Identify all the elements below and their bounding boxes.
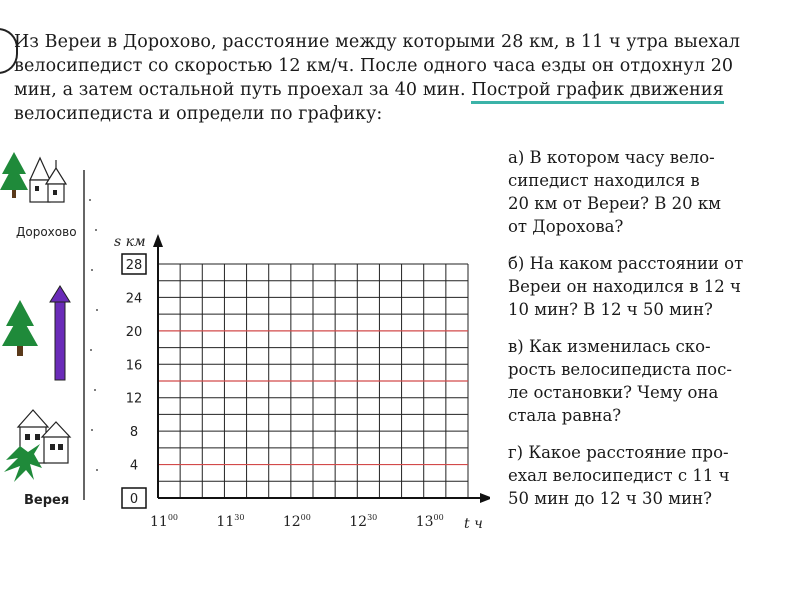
route-illustration <box>0 140 100 520</box>
question-a-line-4: от Дорохова? <box>508 217 624 236</box>
y-tick-label: 28 <box>125 258 143 273</box>
town-label-vereya: Верея <box>24 493 70 508</box>
x-tick-labels <box>150 513 444 530</box>
question-c-line-3: ле остановки? Чему она <box>508 383 719 402</box>
graph-grid <box>158 264 468 498</box>
problem-line-3-text: мин, а затем остальной путь проехал за 40 мин. <box>14 80 466 100</box>
question-b <box>508 252 778 321</box>
dorokhovo-town-icon <box>30 158 66 202</box>
x-tick-label: $11^{00}$ <box>149 513 179 530</box>
question-a <box>508 146 778 238</box>
y-tick-label: 24 <box>125 291 143 307</box>
y-tick-label: 8 <box>129 425 139 441</box>
question-a-line-2: сипедист находился в <box>508 171 700 190</box>
question-d-line-2: ехал велосипедист с 11 ч <box>508 466 730 485</box>
x-tick-label: $12^{30}$ <box>349 513 378 530</box>
y-tick-labels <box>122 254 146 508</box>
graph-axes <box>153 234 490 503</box>
tree-icon-middle <box>2 300 38 356</box>
y-axis-arrowhead <box>153 234 163 247</box>
questions-list <box>508 146 778 524</box>
x-tick-label: $12^{00}$ <box>282 513 311 530</box>
y-tick-label: 12 <box>125 391 143 407</box>
problem-line-1: Из Вереи в Дорохово, расстояние между которыми 28 км, в 11 ч утра выехал <box>14 32 741 52</box>
x-axis-label: t ч <box>464 516 483 532</box>
question-b-line-3: 10 мин? В 12 ч 50 мин? <box>508 300 713 319</box>
town-label-dorokhovo: Дорохово <box>16 225 77 239</box>
bush-icon <box>4 444 42 482</box>
question-a-line-1: а) В котором часу вело- <box>508 148 715 167</box>
question-c <box>508 335 778 427</box>
question-b-line-1: б) На каком расстоянии от <box>508 254 744 273</box>
task-highlight: Построй график движения <box>471 80 723 104</box>
problem-statement <box>14 30 774 126</box>
problem-line-4: велосипедиста и определи по графику: <box>14 104 383 124</box>
question-d-line-3: 50 мин до 12 ч 30 мин? <box>508 489 712 508</box>
question-d-line-1: г) Какое расстояние про- <box>508 443 729 462</box>
direction-arrow-icon <box>50 286 70 380</box>
y-axis-label: s км <box>114 234 146 250</box>
question-c-line-2: рость велосипедиста пос- <box>508 360 732 379</box>
y-tick-label: 4 <box>129 458 139 474</box>
question-b-line-2: Вереи он находился в 12 ч <box>508 277 741 296</box>
tree-icon-top <box>0 152 28 198</box>
x-tick-label: $11^{30}$ <box>216 513 245 530</box>
y-tick-label: 20 <box>125 324 143 340</box>
question-d <box>508 441 778 510</box>
question-c-line-1: в) Как изменилась ско- <box>508 337 711 356</box>
question-a-line-3: 20 км от Вереи? В 20 км <box>508 194 722 213</box>
x-tick-label: $13^{00}$ <box>415 513 444 530</box>
y-tick-label: 16 <box>125 358 143 374</box>
x-axis-arrowhead <box>480 493 490 503</box>
y-tick-label: 0 <box>129 492 139 507</box>
problem-line-3 <box>14 78 774 102</box>
problem-line-2: велосипедист со скоростью 12 км/ч. После одного часа езды он отдохнул 20 <box>14 56 734 76</box>
motion-graph <box>90 130 490 550</box>
question-c-line-4: стала равна? <box>508 406 622 425</box>
